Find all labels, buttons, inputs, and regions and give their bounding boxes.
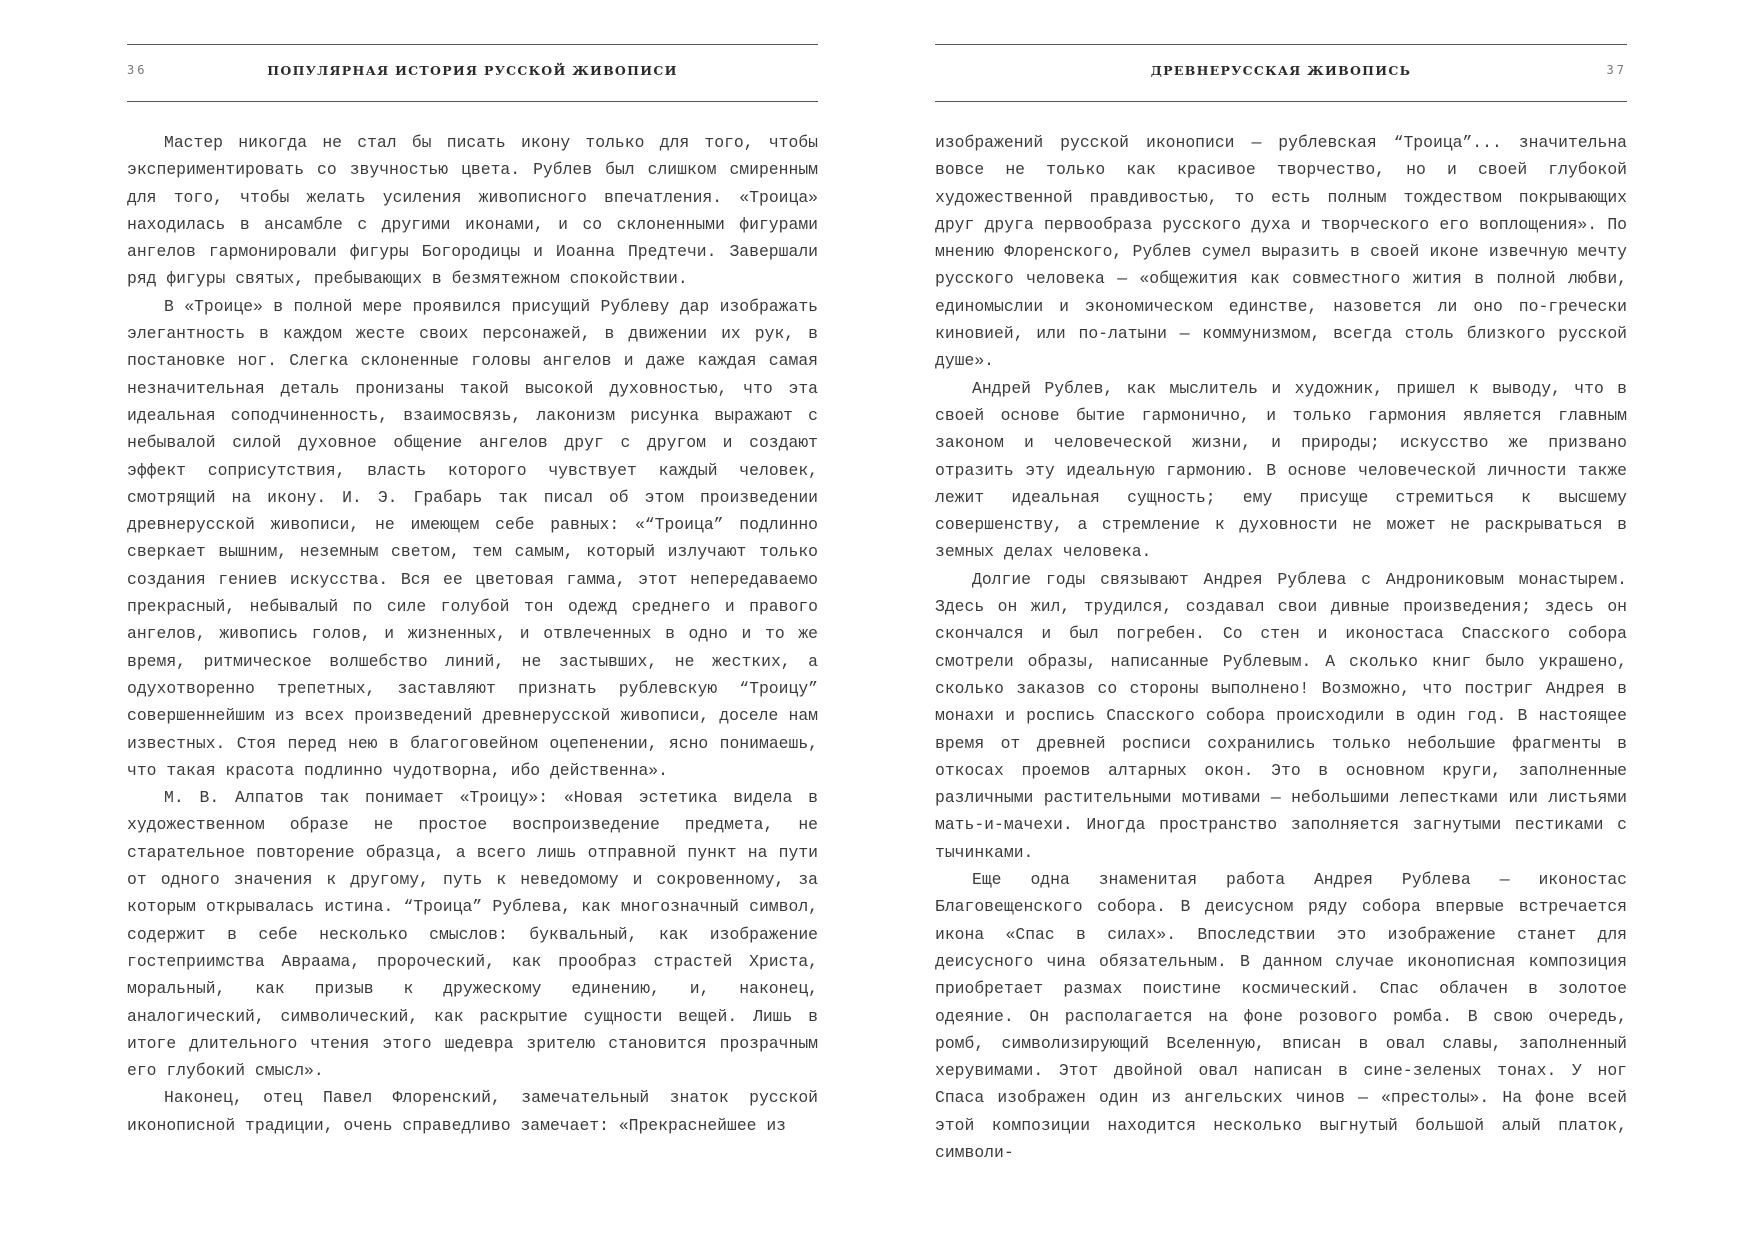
paragraph: М. В. Алпатов так понимает «Троицу»: «Новая эстетика видела в художественном образе не простое воспроизведение предмета, не старательное повторение образца, а всего лишь отправной пункт на пути от одного значения к другому, путь к неведомому и сокровенному, за которым открывалась истина. “Троица” Рублева, как многозначный символ, содержит в себе несколько смыслов: буквальный, как изображение гостеприимства Авраама, пророческий, как прообраз страстей Христа, моральный, как призыв к дружескому единению, и, наконец, аналогический, символический, как раскрытие сущности вещей. Лишь в итоге длительного чтения этого шедевра зрителю становится прозрачным его глубокий смысл». (127, 788, 818, 1081)
paragraph: Андрей Рублев, как мыслитель и художник, пришел к выводу, что в своей основе бытие гармонично, и только гармония является главным законом и человеческой жизни, и природы; искусство же призвано отразить эту идеальную гармонию. В основе человеческой личности также лежит идеальная сущность; ему присуще стремиться к высшему совершенству, а стремление к духовности не может не раскрываться в земных делах человека. (935, 378, 1627, 562)
page-header (935, 63, 1627, 83)
running-head: ДРЕВНЕРУССКАЯ ЖИВОПИСЬ (1150, 63, 1412, 78)
left-page (127, 0, 818, 1239)
paragraph: Мастер никогда не стал бы писать икону только для того, чтобы экспериментировать со звучностью цвета. Рублев был слишком смиренным для того, чтобы желать усиления живописного впечатления. «Троица» находилась в ансамбле с другими иконами, и со склоненными фигурами ангелов гармонировали фигуры Богородицы и Иоанна Предтечи. Завершали ряд фигуры святых, пребывающих в безмятежном спокойствии. (127, 133, 818, 289)
header-rule-bottom (127, 101, 818, 102)
page-number: 37 (1606, 63, 1627, 77)
paragraph: В «Троице» в полной мере проявился присущий Рублеву дар изображать элегантность в каждом жесте своих персонажей, в движении их рук, в постановке ног. Слегка склоненные головы ангелов и даже каждая самая незначительная деталь пронизаны такой высокой духовностью, что эта идеальная соподчиненность, взаимосвязь, лаконизм рисунка выражают с небывалой силой духовное общение ангелов друг с другом и создают эффект соприсутствия, власть которого чувствует каждый человек, смотрящий на икону. И. Э. Грабарь так писал об этом произведении древнерусской живописи, не имеющем себе равных: «“Троица” подлинно сверкает вышним, неземным светом, тем самым, который излучают только создания гениев искусства. Вся ее цветовая гамма, этот непередаваемо прекрасный, небывалый по силе голубой тон одежд среднего и правого ангелов, живопись голов, и жизненных, и отвлеченных в одно и то же время, ритмическое волшебство линий, не застывших, не жестких, а одухотворенно трепетных, заставляют признать рублевскую “Троицу” совершеннейшим из всех произведений древнерусской живописи, доселе нам известных. Стоя перед нею в благоговейном оцепенении, ясно понимаешь, что такая красота подлинно чудотворна, ибо действенна». (127, 296, 818, 780)
running-head: ПОПУЛЯРНАЯ ИСТОРИЯ РУССКОЙ ЖИВОПИСИ (267, 63, 678, 78)
header-rule-top (127, 44, 818, 45)
paragraph: Наконец, отец Павел Флоренский, замечательный знаток русской иконописной традиции, очень справедливо замечает: «Прекраснейшее из (127, 1088, 818, 1135)
paragraph: Еще одна знаменитая работа Андрея Рублева — иконостас Благовещенского собора. В деисусном ряду собора впервые встречается икона «Спас в силах». Впоследствии это изображение станет для деисусного чина обязательным. В данном случае иконописная композиция приобретает размах поистине космический. Спас облачен в золотое одеяние. Он располагается на фоне розового ромба. В свою очередь, ромб, символизирующий Вселенную, вписан в овал славы, заполненный херувимами. Этот двойной овал написан в сине-зеленых тонах. У ног Спаса изображен один из ангельских чинов — «престолы». На фоне всей этой композиции находится несколько выгнутый большой алый платок, символи- (935, 870, 1627, 1162)
page-number: 36 (127, 63, 148, 77)
body-text (935, 129, 1627, 1166)
body-text (127, 129, 818, 1139)
right-page (935, 0, 1627, 1239)
paragraph: Долгие годы связывают Андрея Рублева с Андрониковым монастырем. Здесь он жил, трудился, создавал свои дивные произведения; здесь он скончался и был погребен. Со стен и иконостаса Спасского собора смотрели образы, написанные Рублевым. А сколько книг было украшено, сколько заказов со стороны выполнено! Возможно, что постриг Андрея в монахи и роспись Спасского собора происходили в один год. В настоящее время от древней росписи сохранились только небольшие фрагменты в откосах проемов алтарных окон. Это в основном круги, заполненные различными растительными мотивами — небольшими лепестками или листьями мать-и-мачехи. Иногда пространство заполняется загнутыми пестиками с тычинками. (935, 569, 1627, 862)
page-header (127, 63, 818, 83)
header-rule-top (935, 44, 1627, 45)
header-rule-bottom (935, 101, 1627, 102)
paragraph-continued: изображений русской иконописи — рублевская “Троица”... значительна вовсе не только как красивое творчество, но и своей глубокой художественной правдивостью, то есть полным тождеством покрывающих друг друга первообраза русского духа и творческого его воплощения». По мнению Флоренского, Рублев сумел выразить в своей иконе извечную мечту русского человека — «общежития как совместного жития в полной любви, единомыслии и экономическом единстве, назовется ли оно по-гречески киновией, или по-латыни — коммунизмом, всегда столь близкого русской душе». (935, 133, 1627, 371)
